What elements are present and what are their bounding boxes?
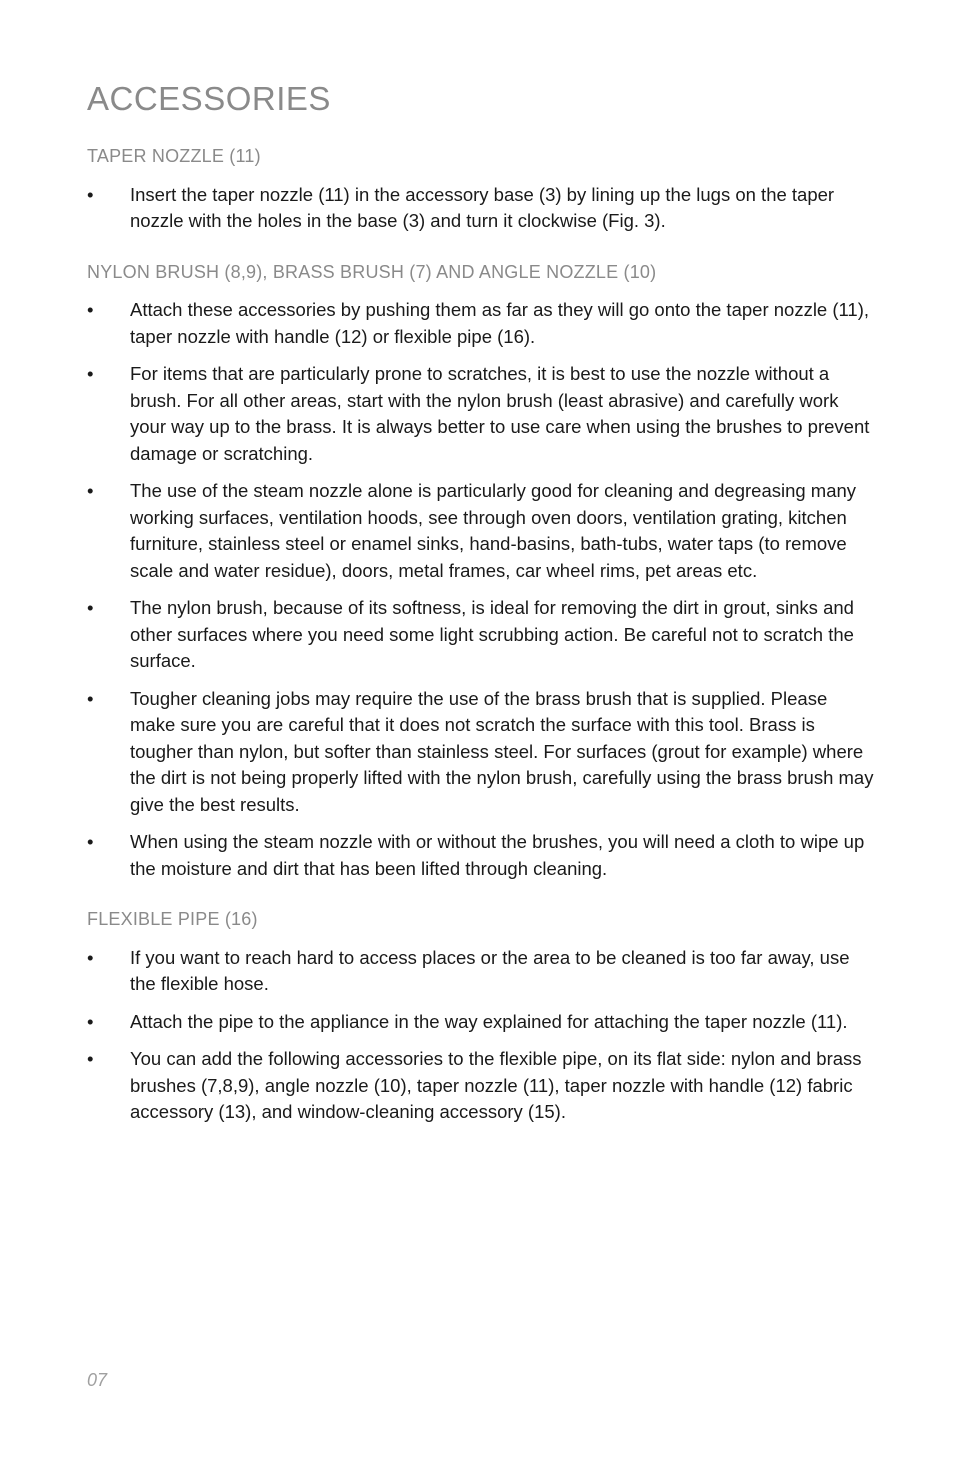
- list-item: [87, 1009, 877, 1036]
- bullet-icon: •: [87, 1010, 94, 1032]
- list-item-text: You can add the following accessories to the flexible pipe, on its flat side: nylon and brass brushes (7,8,9), angle nozzle (10), taper nozzle (11), taper nozzle with handle (12) fabric accessory (13), and window-cleaning accessory (15).: [130, 1048, 862, 1123]
- bullet-icon: •: [87, 946, 94, 968]
- section-heading: TAPER NOZZLE (11): [87, 145, 261, 166]
- bullet-icon: •: [87, 1048, 94, 1070]
- list-item-text: If you want to reach hard to access places or the area to be cleaned is too far away, use the flexible hose.: [130, 946, 850, 995]
- list-item: [87, 478, 877, 584]
- list-item: [87, 361, 877, 467]
- bullet-list: [87, 297, 877, 882]
- section-brushes-angle-nozzle: [87, 262, 877, 883]
- page-number: 07: [87, 1370, 108, 1390]
- list-item-text: For items that are particularly prone to scratches, it is best to use the nozzle without a brush. For all other areas, start with the nylon brush (least abrasive) and carefully work your way up to the brass. It is always better to use care when using the brushes to prevent damage or scratching.: [130, 363, 870, 464]
- page-title: ACCESSORIES: [87, 80, 331, 117]
- list-item-text: The use of the steam nozzle alone is particularly good for cleaning and degreasing many working surfaces, ventilation hoods, see through oven doors, ventilation grating, kitchen furniture, stainless steel or enamel sinks, hand-basins, bath-tubs, water taps (to remove scale and water residue), doors, metal frames, car wheel rims, pet areas etc.: [130, 480, 857, 581]
- section-taper-nozzle: [87, 146, 877, 235]
- bullet-icon: •: [87, 831, 94, 853]
- list-item: [87, 297, 877, 350]
- section-heading: FLEXIBLE PIPE (16): [87, 909, 258, 930]
- list-item: [87, 945, 877, 998]
- list-item: [87, 182, 877, 235]
- list-item-text: Attach the pipe to the appliance in the way explained for attaching the taper nozzle (11).: [130, 1010, 848, 1032]
- list-item: [87, 829, 877, 882]
- bullet-icon: •: [87, 480, 94, 502]
- list-item-text: The nylon brush, because of its softness, is ideal for removing the dirt in grout, sinks and other surfaces where you need some light scrubbing action. Be careful not to scratch the surface.: [130, 597, 854, 672]
- bullet-icon: •: [87, 597, 94, 619]
- list-item: [87, 686, 877, 819]
- list-item: [87, 1046, 877, 1126]
- bullet-icon: •: [87, 363, 94, 385]
- list-item-text: Tougher cleaning jobs may require the use of the brass brush that is supplied. Please make sure you are careful that it does not scratch the surface with this tool. Brass is tougher than nylon, but softer than stainless steel. For surfaces (grout for example) where the dirt is not being properly lifted with the nylon brush, carefully using the brass brush may give the best results.: [130, 687, 874, 815]
- list-item-text: Insert the taper nozzle (11) in the accessory base (3) by lining up the lugs on the taper nozzle with the holes in the base (3) and turn it clockwise (Fig. 3).: [130, 183, 835, 232]
- list-item-text: Attach these accessories by pushing them as far as they will go onto the taper nozzle (11), taper nozzle with handle (12) or flexible pipe (16).: [130, 299, 870, 347]
- section-flexible-pipe: [87, 909, 877, 1126]
- section-heading: NYLON BRUSH (8,9), BRASS BRUSH (7) AND ANGLE NOZZLE (10): [87, 261, 657, 282]
- list-item: [87, 595, 877, 675]
- bullet-list: [87, 945, 877, 1126]
- bullet-icon: •: [87, 687, 94, 709]
- bullet-icon: •: [87, 183, 94, 205]
- document-page: [87, 80, 877, 1153]
- bullet-list: [87, 182, 877, 235]
- bullet-icon: •: [87, 299, 94, 321]
- list-item-text: When using the steam nozzle with or without the brushes, you will need a cloth to wipe up the moisture and dirt that has been lifted through cleaning.: [130, 831, 865, 879]
